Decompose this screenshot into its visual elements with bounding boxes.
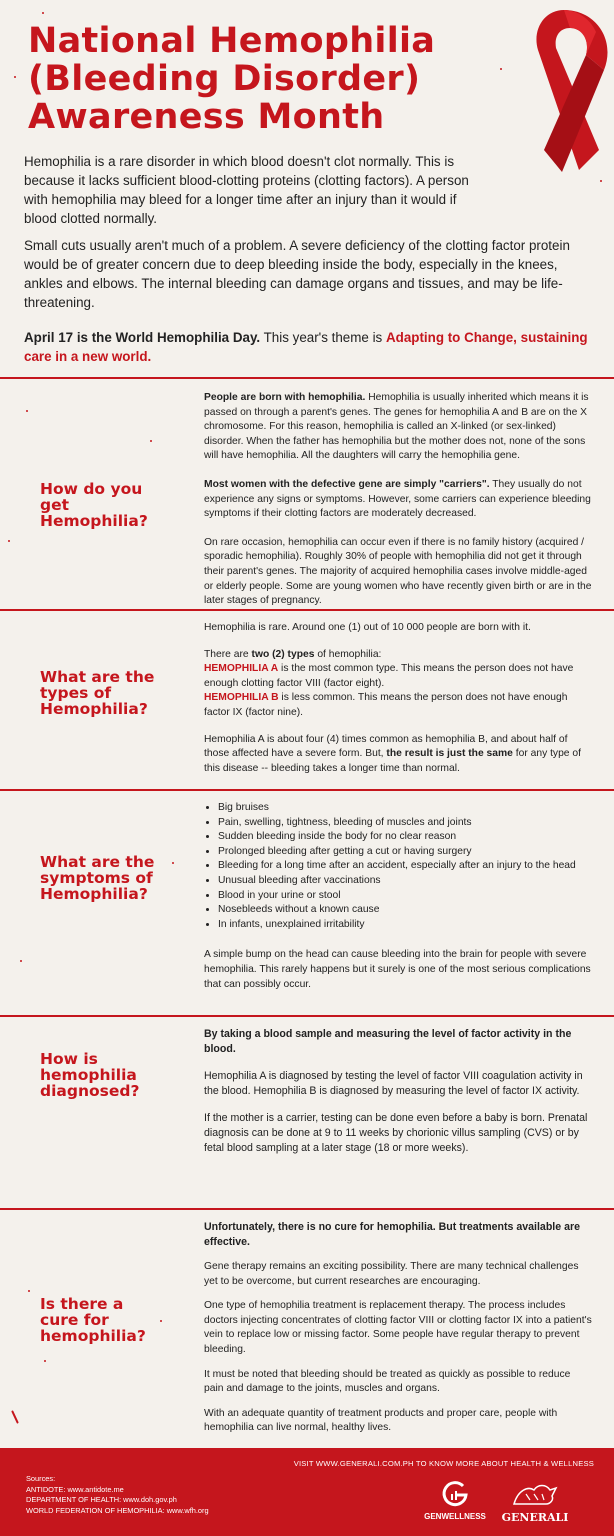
section-title-how-get: How do you get Hemophilia? <box>40 480 148 530</box>
intro-text <box>24 152 592 228</box>
types-p2-bold: two (2) types <box>251 648 315 660</box>
section-types <box>0 609 614 791</box>
world-hemophilia-day <box>24 328 592 366</box>
cure-p1-bold: Unfortunately, there is no cure for hemophilia. But treatments available are effective. <box>204 1221 580 1248</box>
list-item: • Nosebleeds without a known cause <box>218 903 592 918</box>
section-body-how-get <box>204 391 592 617</box>
list-item: • Pain, swelling, tightness, bleeding of muscles and joints <box>218 816 592 831</box>
decor-dot <box>500 68 502 70</box>
symptoms-list <box>204 801 592 932</box>
diagnosed-paragraph-1 <box>204 1027 592 1057</box>
intro-paragraph-2: Small cuts usually aren't much of a problem. A severe deficiency of the clotting factor protein would be of greater concern due to deep bleeding inside the body, especially in the knees, ankles and elbows. The internal bleeding can damage organs and tissues, and may be life-threatening. <box>24 238 570 310</box>
hemophilia-b-label: HEMOPHILIA B <box>204 692 279 704</box>
title-line-2: (Bleeding Disorder) <box>28 59 421 99</box>
hemophilia-a-text: is the most common type. This means the person does not have enough clotting factor VIII (factor eight). <box>204 663 574 689</box>
section-body-types <box>204 621 592 784</box>
types-paragraph-1: Hemophilia is rare. Around one (1) out of 10 000 people are born with it. <box>204 622 531 633</box>
sources-label: Sources: <box>26 1474 56 1483</box>
world-day-theme: Adapting to Change, sustaining care in a new world. <box>24 330 588 364</box>
source-item: WORLD FEDERATION OF HEMOPHILIA: www.wfh.org <box>26 1505 209 1515</box>
cure-paragraph-4: It must be noted that bleeding should be treated as quickly as possible to reduce pain and damage to the joints, muscles and organs. <box>204 1368 571 1395</box>
get-paragraph-3: On rare occasion, hemophilia can occur even if there is no family history (acquired / sporadic hemophilia). Roughly 30% of people with hemophilia did not get it through their parent's genes. The majority of acquired hemophilia cases involve middle-aged or elderly people. Some are young women who have recently given birth or are in the later stages of pregnancy. <box>204 536 592 607</box>
types-paragraph-2 <box>204 648 592 721</box>
section-how-get <box>0 377 614 611</box>
types-p3-a: Hemophilia A is about four (4) times common as hemophilia B, and about half of those affected have a severe form. But, <box>204 733 568 760</box>
section-body-cure <box>204 1220 592 1444</box>
list-item: • Unusual bleeding after vaccinations <box>218 874 592 889</box>
section-cure <box>0 1208 614 1450</box>
types-p2-b: of hemophilia: <box>314 648 382 660</box>
types-p2-a: There are <box>204 648 252 660</box>
section-body-symptoms <box>204 801 592 1000</box>
decor-dot <box>14 76 16 78</box>
decor-dot <box>42 12 44 14</box>
cure-paragraph-1 <box>204 1220 592 1250</box>
generali-logo <box>480 1480 590 1524</box>
section-title-cure: Is there a cure for hemophilia? <box>40 1295 146 1345</box>
section-diagnosed <box>0 1015 614 1210</box>
list-item: • Sudden bleeding inside the body for no clear reason <box>218 830 592 845</box>
title-line-1: National Hemophilia <box>28 21 436 61</box>
get-p1-bold: People are born with hemophilia. <box>204 392 366 403</box>
get-paragraph-1 <box>204 391 592 464</box>
diagnosed-paragraph-3: If the mother is a carrier, testing can be done even before a baby is born. Prenatal diagnosis can be done at 9 to 11 weeks by chorionic villus sampling (CVS) or by fetal blood sampling at a later stage (18 or more weeks). <box>204 1112 588 1154</box>
get-paragraph-2 <box>204 478 592 522</box>
list-item: • Bleeding for a long time after an accident, especially after an injury to the head <box>218 859 592 874</box>
sources <box>26 1474 209 1516</box>
visit-link[interactable]: VISIT WWW.GENERALI.COM.PH TO KNOW MORE ABOUT HEALTH & WELLNESS <box>293 1459 594 1468</box>
hemophilia-a-label: HEMOPHILIA A <box>204 663 279 675</box>
section-body-diagnosed <box>204 1027 592 1164</box>
source-item: DEPARTMENT OF HEALTH: www.doh.gov.ph <box>26 1495 177 1504</box>
intro-paragraph-1: Hemophilia is a rare disorder in which blood doesn't clot normally. This is because it lacks sufficient blood-clotting proteins (clotting factors). A person with hemophilia may bleed for a longer time after an injury than it would if blood clotted normally. <box>24 154 469 226</box>
world-day-mid: This year's theme is <box>260 330 386 345</box>
decor-dot <box>600 180 602 182</box>
intro-paragraph-3 <box>24 328 592 366</box>
diagnosed-p1-bold: By taking a blood sample and measuring the level of factor activity in the blood. <box>204 1028 572 1055</box>
generali-text: GENERALI <box>501 1511 569 1524</box>
intro-text-2 <box>24 236 592 312</box>
cure-paragraph-3: One type of hemophilia treatment is replacement therapy. The process includes doctors injecting concentrates of clotting factor VIII or clotting factor IX into a patient's vein to replace low or missing factor. Some people have regular therapy to prevent bleeding. <box>204 1300 592 1355</box>
list-item: • In infants, unexplained irritability <box>218 918 592 933</box>
section-title-types: What are the types of Hemophilia? <box>40 668 155 718</box>
symptoms-paragraph-1: A simple bump on the head can cause bleeding into the brain for people with severe hemophilia. This rarely happens but it surely is one of the most serious complications that can possibly occur. <box>204 949 591 990</box>
types-p3-bold: the result is just the same <box>386 748 513 760</box>
list-item: • Blood in your urine or stool <box>218 889 592 904</box>
types-p3-b: for any type of this disease -- bleeding takes a longer time than normal. <box>204 748 581 774</box>
title-line-3: Awareness Month <box>28 97 385 137</box>
footer <box>0 1448 614 1536</box>
world-day-bold: April 17 is the World Hemophilia Day. <box>24 330 261 345</box>
section-symptoms <box>0 789 614 1017</box>
get-p1-text: Hemophilia is usually inherited which means it is passed on through a parent's genes. The genes for hemophilia A and B are on the X chromosome. For this reason, hemophilia is called an X-linked (or sex-linked) disorder. When the father has hemophilia but the mother does not, none of the sons will have hemophilia. All the daughters will carry the hemophilia gene. <box>204 392 589 462</box>
list-item: • Prolonged bleeding after getting a cut or having surgery <box>218 845 592 860</box>
list-item: • Big bruises <box>218 801 592 816</box>
get-p2-text: They usually do not experience any signs or symptoms. However, some carriers can experience bleeding symptoms if their clotting factors are moderately decreased. <box>204 478 591 520</box>
get-p2-bold: Most women with the defective gene are simply "carriers". <box>204 478 490 490</box>
cure-paragraph-5: With an adequate quantity of treatment products and proper care, people with hemophilia can live normal, healthy lives. <box>204 1407 558 1434</box>
types-paragraph-3 <box>204 733 592 777</box>
genwellness-icon <box>441 1480 469 1508</box>
page-title <box>28 22 468 136</box>
genwellness-text: GENWELLNESS <box>424 1512 486 1521</box>
section-title-diagnosed: How is hemophilia diagnosed? <box>40 1050 140 1100</box>
section-title-symptoms: What are the symptoms of Hemophilia? <box>40 853 155 903</box>
source-item: ANTIDOTE: www.antidote.me <box>26 1484 124 1494</box>
hemophilia-b-text: is less common. This means the person does not have enough factor IX (factor nine). <box>204 692 568 718</box>
lion-icon <box>510 1480 560 1508</box>
cure-paragraph-2: Gene therapy remains an exciting possibility. There are many technical challenges yet to be overcome, but current researches are encouraging. <box>204 1261 579 1287</box>
diagnosed-paragraph-2: Hemophilia A is diagnosed by testing the level of factor VIII coagulation activity in the blood. Hemophilia B is diagnosed by measuring the level of factor IX activity. <box>204 1070 583 1097</box>
